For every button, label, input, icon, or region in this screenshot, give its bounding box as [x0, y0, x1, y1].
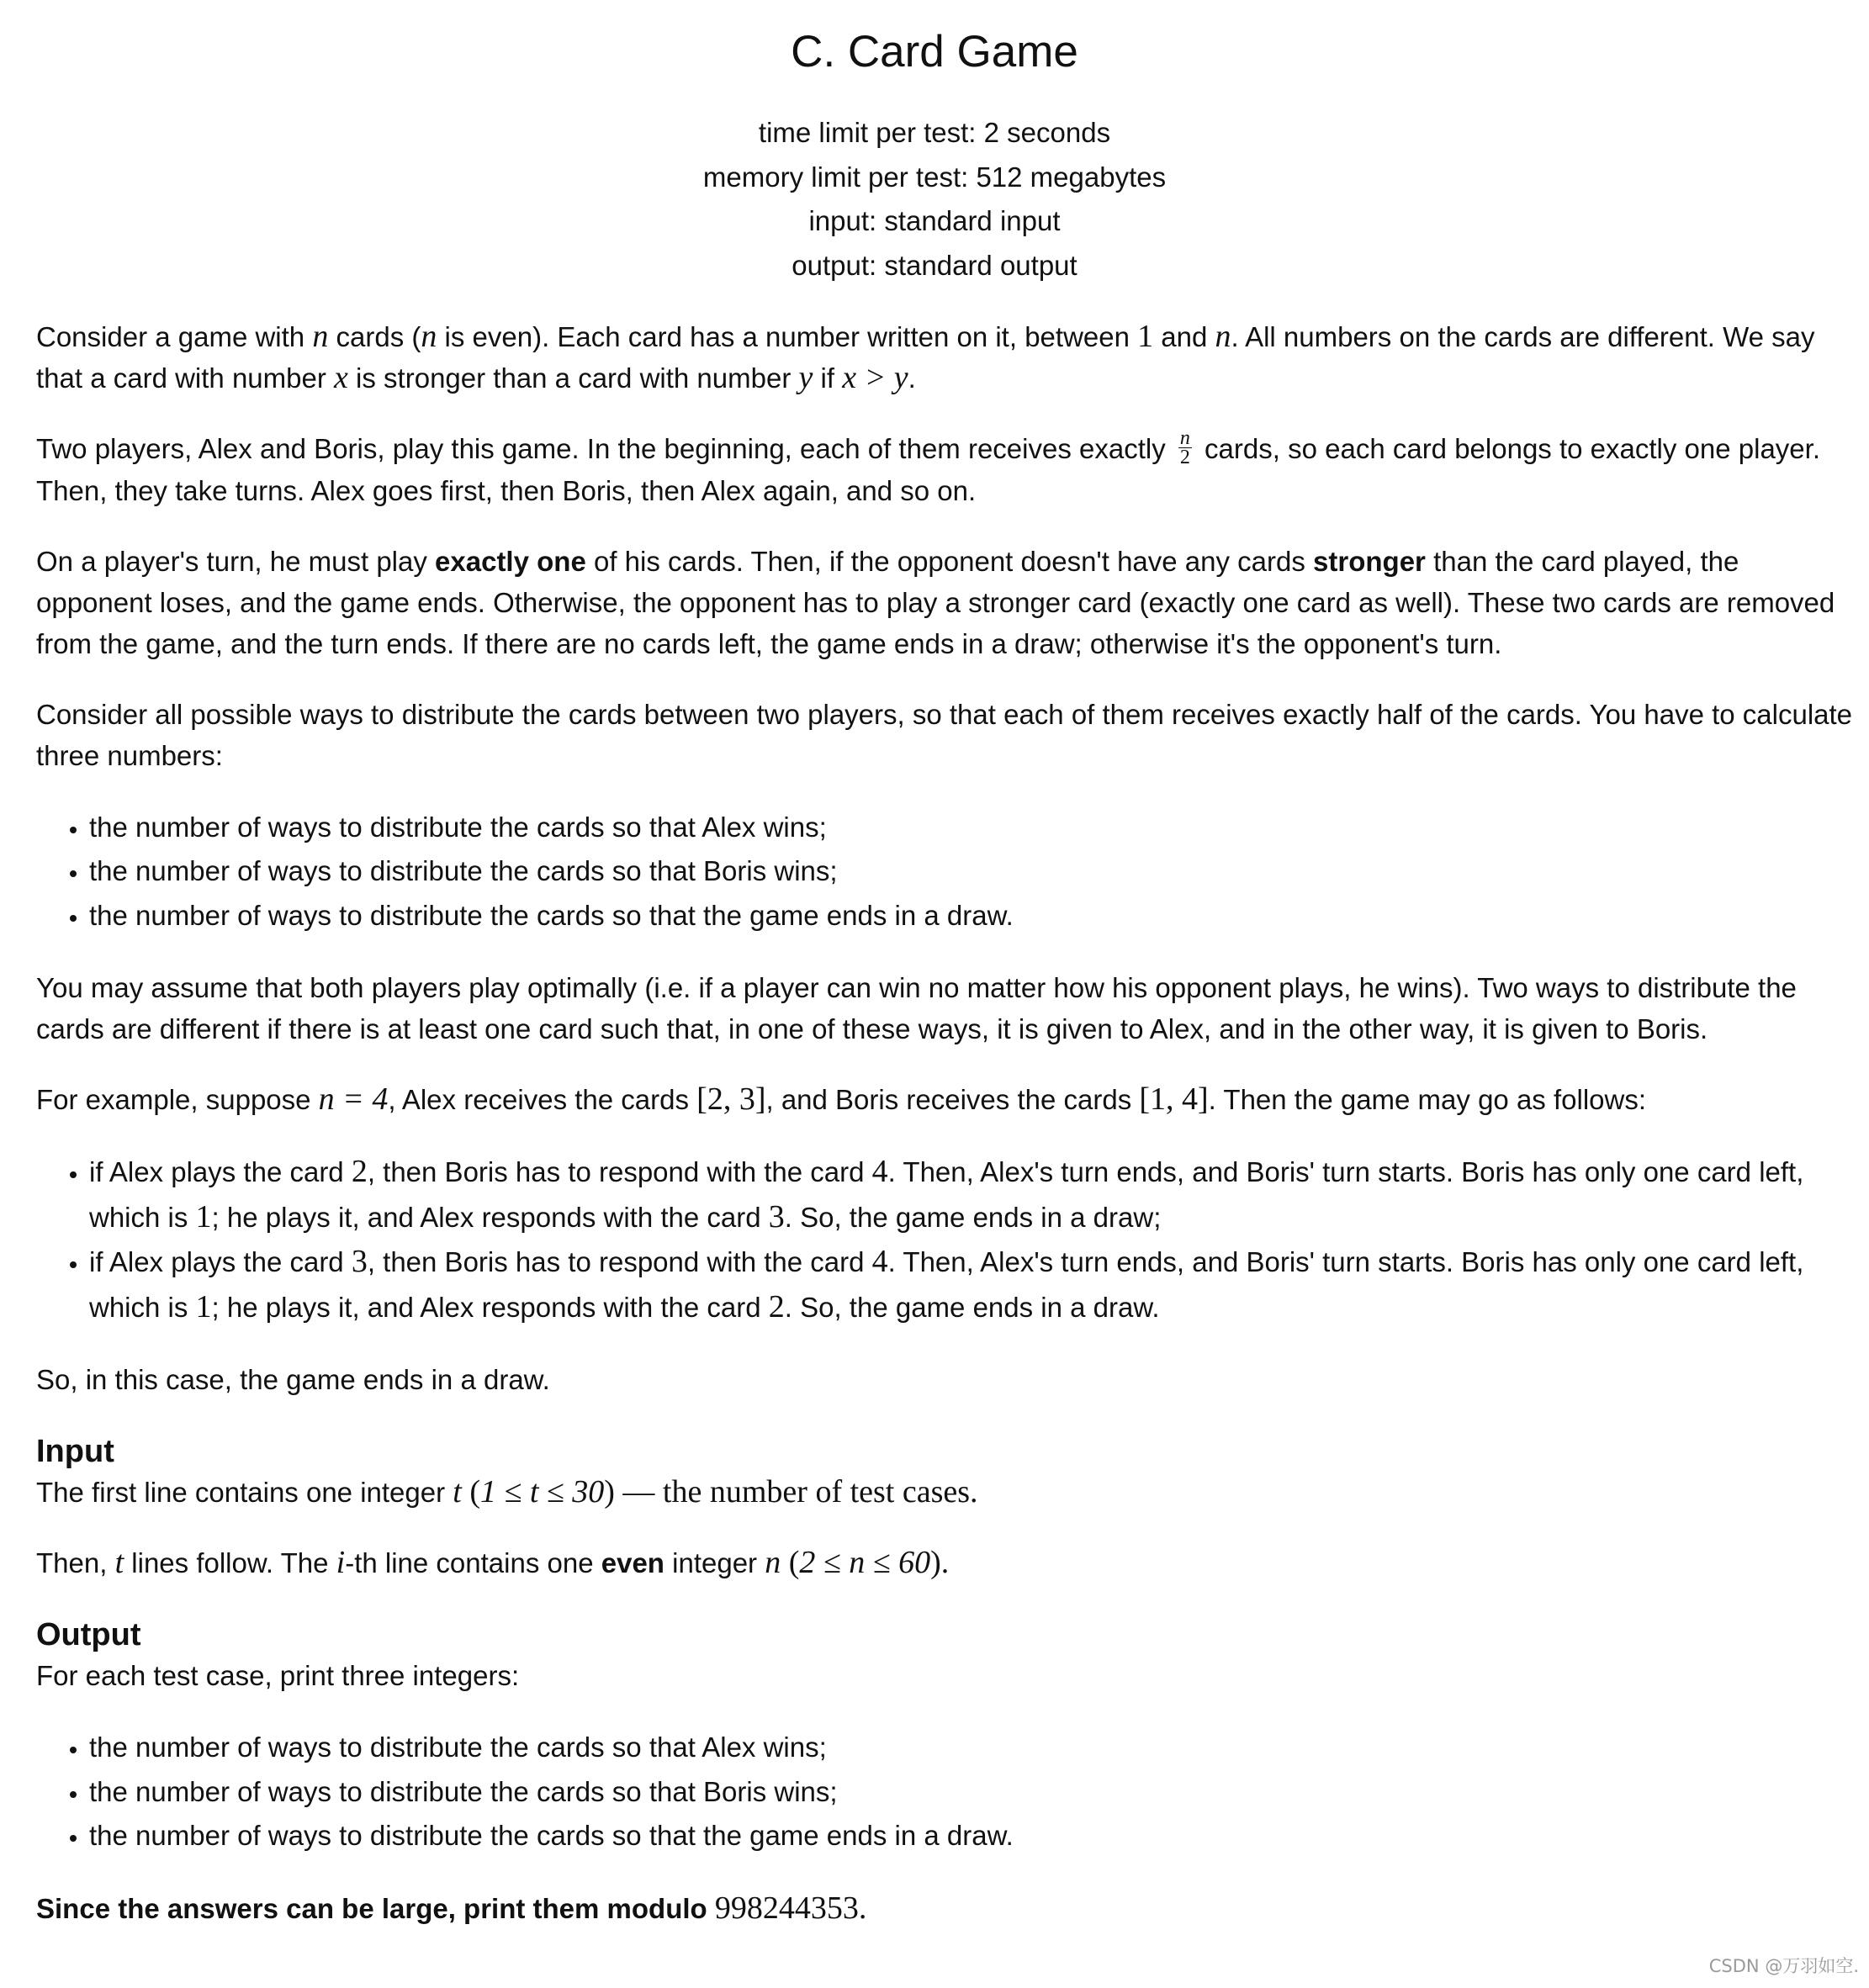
math-t: t [453, 1474, 462, 1510]
math-card: 1 [195, 1198, 212, 1235]
output-list [36, 1726, 1853, 1858]
paragraph-example [36, 1079, 1853, 1120]
bold-stronger: stronger [1313, 545, 1426, 577]
text: , then Boris has to respond with the card [367, 1156, 872, 1188]
limits-block [0, 111, 1869, 288]
text: . So, the game ends in a draw. [784, 1291, 1160, 1323]
list-item: • the number of ways to distribute the cards so that the game ends in a draw. [89, 1814, 1853, 1858]
list-item [89, 1150, 1853, 1240]
text: . Then, Alex's turn ends, and Boris' turn starts. Boris has only one card left, which is [89, 1246, 1804, 1323]
problem-statement [36, 0, 1853, 1959]
math-n: n [1215, 319, 1231, 354]
text: lines follow. The [124, 1547, 336, 1579]
text: , and Boris receives the cards [765, 1084, 1140, 1116]
output-spec: output: standard output [792, 249, 1077, 281]
bold-modulo-text: Since the answers can be large, print them modulo [36, 1892, 715, 1924]
text: . All numbers on the cards are different. We say that a card with number [36, 321, 1815, 394]
text: and [1153, 321, 1215, 352]
input-section [36, 1430, 1853, 1584]
paragraph-players [36, 428, 1853, 511]
text: For example, suppose [36, 1084, 319, 1116]
math-card: 4 [871, 1244, 888, 1280]
text: ( [461, 1474, 480, 1510]
modulo-note [36, 1888, 1853, 1929]
text: -th line contains one [345, 1547, 601, 1579]
memory-limit: memory limit per test: 512 megabytes [702, 161, 1167, 193]
problem-title: C. Card Game [791, 27, 1078, 77]
bold-exactly-one: exactly one [435, 545, 586, 577]
watermark: CSDN @万羽如空. [1708, 1956, 1859, 1976]
input-spec: input: standard input [808, 205, 1061, 236]
math-card: 3 [768, 1198, 785, 1235]
text: . Then the game may go as follows: [1208, 1084, 1647, 1116]
math-card: 2 [768, 1288, 785, 1324]
math-n-equals-4: n = 4 [318, 1081, 389, 1118]
text: , Alex receives the cards [388, 1084, 697, 1116]
problem-header [0, 0, 1869, 288]
math-one: 1 [1137, 319, 1154, 354]
output-intro: For each test case, print three integers: [36, 1660, 520, 1692]
text: On a player's turn, he must play [36, 545, 436, 577]
text: . Then, Alex's turn ends, and Boris' turn starts. Boris has only one card left, which is [89, 1156, 1804, 1233]
paragraph-optimal-play: You may assume that both players play optimally (i.e. if a player can win no matter how his opponent plays, he wins). Two ways to distribute the cards are different if there is at least one card such that, in one of these ways, it is given to Alex, and in the other way, it is given to Boris. [36, 972, 1797, 1045]
list-item: • the number of ways to distribute the cards so that Alex wins; [89, 806, 1853, 850]
math-n: n [312, 319, 329, 354]
math-y: y [798, 360, 813, 395]
math-t: t [114, 1545, 124, 1581]
output-section [36, 1613, 1853, 1929]
math-n-range: 2 ≤ n ≤ 60 [799, 1545, 931, 1581]
math-card: 2 [351, 1154, 368, 1190]
text: . [908, 362, 916, 394]
text: . So, the game ends in a draw; [784, 1201, 1162, 1233]
text: ) — the number of test cases. [604, 1474, 978, 1510]
text: cards, so each card belongs to exactly one player. Then, they take turns. Alex goes first, then Boris, then Alex again, and so on. [36, 433, 1820, 506]
text: . [858, 1890, 867, 1926]
text: , then Boris has to respond with the card [367, 1246, 872, 1278]
task-list [36, 806, 1853, 938]
math-t-range: 1 ≤ t ≤ 30 [480, 1474, 605, 1510]
text: ( [781, 1545, 800, 1581]
math-n: n [421, 319, 437, 354]
bold-even: even [601, 1547, 664, 1579]
math-alex-cards: [2, 3] [696, 1081, 766, 1118]
text: ; he plays it, and Alex responds with the card [211, 1291, 769, 1323]
input-line-2 [36, 1542, 1853, 1584]
math-n: n [765, 1545, 781, 1581]
paragraph-conclusion: So, in this case, the game ends in a draw. [36, 1364, 550, 1396]
text: if [813, 362, 843, 394]
math-i: i [336, 1545, 346, 1581]
text: than the card played, the opponent loses, and the game ends. Otherwise, the opponent has to play a stronger card (exactly one card as well). These two cards are removed from the game, and the turn ends. If there are no cards left, the game ends in a draw; otherwise it's the opponent's turn. [36, 545, 1835, 659]
output-heading: Output [36, 1617, 141, 1653]
math-x: x [334, 360, 348, 395]
fraction-denominator: 2 [1179, 446, 1190, 468]
text: is even). Each card has a number written on it, between [437, 321, 1138, 352]
text: of his cards. Then, if the opponent doesn't have any cards [585, 545, 1314, 577]
paragraph-task: Consider all possible ways to distribute the cards between two players, so that each of them receives exactly half of the cards. You have to calculate three numbers: [36, 698, 1853, 771]
list-item [89, 1240, 1853, 1330]
math-card: 1 [195, 1288, 212, 1324]
text: if Alex plays the card [89, 1246, 352, 1278]
text: integer [664, 1547, 765, 1579]
math-modulo-value: 998244353 [714, 1890, 859, 1926]
list-item: • the number of ways to distribute the cards so that Boris wins; [89, 849, 1853, 894]
math-boris-cards: [1, 4] [1139, 1081, 1209, 1118]
paragraph-intro [36, 316, 1853, 399]
list-item: • the number of ways to distribute the cards so that Boris wins; [89, 1770, 1853, 1815]
list-item: • the number of ways to distribute the cards so that Alex wins; [89, 1726, 1853, 1770]
math-card: 3 [351, 1244, 368, 1280]
input-line-1 [36, 1472, 1853, 1513]
text: ; he plays it, and Alex responds with the card [211, 1201, 769, 1233]
fraction-numerator: n [1179, 426, 1190, 449]
text: cards ( [328, 321, 421, 352]
math-comparison: x > y [842, 360, 908, 395]
text: Then, [36, 1547, 115, 1579]
text: if Alex plays the card [89, 1156, 352, 1188]
text: Two players, Alex and Boris, play this game. In the beginning, each of them receives exactly [36, 433, 1173, 464]
math-fraction-n-over-2 [1178, 426, 1192, 468]
input-heading: Input [36, 1434, 114, 1470]
text: is stronger than a card with number [347, 362, 799, 394]
list-item: • the number of ways to distribute the cards so that the game ends in a draw. [89, 894, 1853, 938]
paragraph-turn-rules [36, 541, 1853, 664]
example-list [36, 1150, 1853, 1330]
time-limit: time limit per test: 2 seconds [758, 117, 1111, 148]
text: Consider a game with [36, 321, 313, 352]
text: ). [930, 1545, 950, 1581]
text: The first line contains one integer [36, 1477, 453, 1509]
math-card: 4 [871, 1154, 888, 1190]
